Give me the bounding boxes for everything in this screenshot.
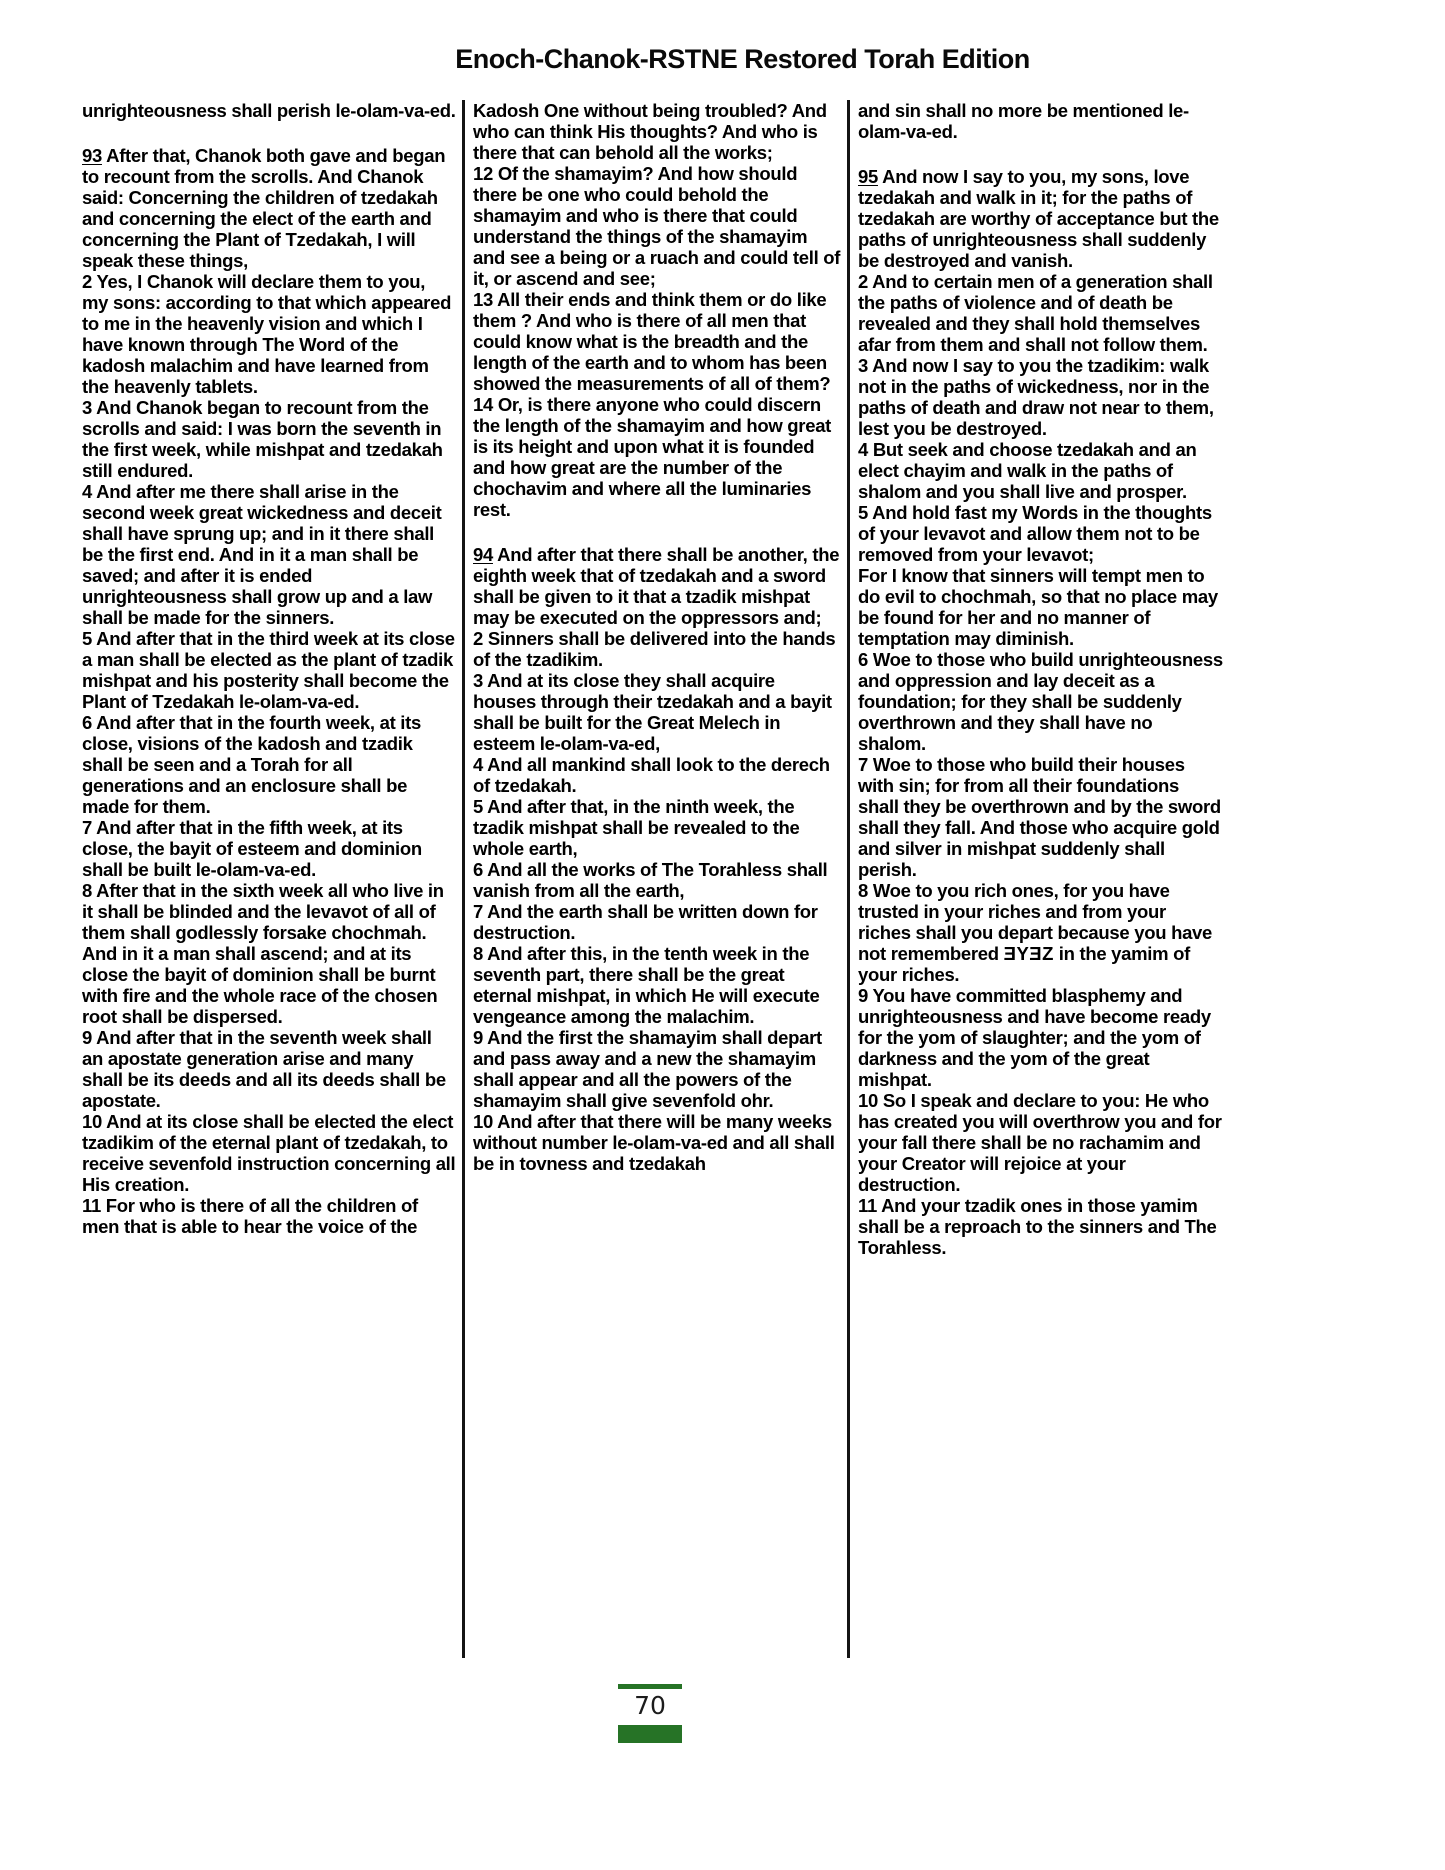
chapter-number: 94 xyxy=(473,544,493,565)
verse-paragraph: 6 Woe to those who build unrighteousness and oppression and lay deceit as a foundation; for they shall be suddenly overthrown and they shall have no shalom. xyxy=(858,649,1223,754)
verse-paragraph: 10 So I speak and declare to you: He who has created you will overthrow you and for your fall there shall be no rachamim and your Creator will rejoice at your destruction. xyxy=(858,1090,1222,1195)
tetragrammaton-paleo-hebrew: ƎYƎZ xyxy=(1003,943,1054,964)
verse-paragraph: 6 And after that in the fourth week, at its close, visions of the kadosh and tzadik shall be seen and a Torah for all generations and an enclosure shall be made for them. xyxy=(82,712,421,817)
verse-paragraph: 8 After that in the sixth week all who live in it shall be blinded and the levavot of all of them shall godlessly forsake chochmah. And in it a man shall ascend; and at its close the bayit of dominion shall be burnt with fire and the whole race of the chosen root shall be dispersed. xyxy=(82,880,444,1027)
verse-paragraph: 3 And now I say to you the tzadikim: walk not in the paths of wickedness, nor in the paths of death and draw not near to them, lest you be destroyed. xyxy=(858,355,1214,439)
verse-paragraph: 2 Sinners shall be delivered into the hands of the tzadikim. xyxy=(473,628,836,670)
chapter-number: 93 xyxy=(82,145,102,166)
chapter-number: 95 xyxy=(858,166,878,187)
text-column-2 xyxy=(462,100,847,1658)
verse-paragraph: 6 And all the works of The Torahless shall vanish from all the earth, xyxy=(473,859,828,901)
verse-paragraph: 5 And hold fast my Words in the thoughts of your levavot and allow them not to be removed from your levavot; xyxy=(858,502,1212,565)
verse-paragraph: 8 Woe to you rich ones, for you have trusted in your riches and from your riches shall you depart because you have not remembered ƎYƎZ in the yamim of your riches. xyxy=(858,880,1213,985)
chapter-paragraph: 95 And now I say to you, my sons, love tzedakah and walk in it; for the paths of tzedakah are worthy of acceptance but the paths of unrighteousness shall suddenly be destroyed and vanish. xyxy=(858,166,1219,271)
verse-paragraph: 5 And after that in the third week at its close a man shall be elected as the plant of tzadik mishpat and his posterity shall become the Plant of Tzedakah le-olam-va-ed. xyxy=(82,628,455,712)
verse-paragraph: For I know that sinners will tempt men to do evil to chochmah, so that no place may be found for her and no manner of temptation may diminish. xyxy=(858,565,1218,649)
footer-rule-thin xyxy=(618,1684,682,1689)
verse-paragraph: 9 And the first the shamayim shall depart and pass away and a new the shamayim shall appear and all the powers of the shamayim shall give sevenfold ohr. xyxy=(473,1027,822,1111)
chapter-paragraph: 94 And after that there shall be another, the eighth week that of tzedakah and a sword shall be given to it that a tzadik mishpat may be executed on the oppressors and; xyxy=(473,544,840,628)
text-column-3 xyxy=(847,100,1225,1658)
verse-paragraph: 11 For who is there of all the children of men that is able to hear the voice of the xyxy=(82,1195,418,1237)
verse-paragraph: 10 And at its close shall be elected the elect tzadikim of the eternal plant of tzedakah, to receive sevenfold instruction concerning all His creation. xyxy=(82,1111,456,1195)
verse-paragraph: 12 Of the shamayim? And how should there be one who could behold the shamayim and who is there that could understand the things of the shamayim and see a being or a ruach and could tell of it, or ascend and see; xyxy=(473,163,841,289)
paragraph-gap xyxy=(473,520,841,544)
verse-paragraph: and sin shall no more be mentioned le-olam-va-ed. xyxy=(858,100,1189,142)
text-column-1 xyxy=(82,100,462,1658)
verse-paragraph: Kadosh One without being troubled? And who can think His thoughts? And who is there that can behold all the works; xyxy=(473,100,827,163)
verse-paragraph: 7 Woe to those who build their houses with sin; for from all their foundations shall they be overthrown and by the sword shall they fall. And those who acquire gold and silver in mishpat suddenly shall perish. xyxy=(858,754,1221,880)
verse-paragraph: 3 And at its close they shall acquire houses through their tzedakah and a bayit shall be built for the Great Melech in esteem le-olam-va-ed, xyxy=(473,670,832,754)
chapter-paragraph: 93 After that, Chanok both gave and began to recount from the scrolls. And Chanok said: Concerning the children of tzedakah and concerning the elect of the earth and concerning the Plant of Tzedakah, I will speak these things, xyxy=(82,145,446,271)
verse-paragraph: 9 And after that in the seventh week shall an apostate generation arise and many shall be its deeds and all its deeds shall be apostate. xyxy=(82,1027,446,1111)
verse-paragraph: 14 Or, is there anyone who could discern the length of the shamayim and how great is its height and upon what it is founded and how great are the number of the chochavim and where all the luminaries rest. xyxy=(473,394,832,520)
verse-paragraph: 2 And to certain men of a generation shall the paths of violence and of death be revealed and they shall hold themselves afar from them and shall not follow them. xyxy=(858,271,1213,355)
verse-paragraph: 7 And the earth shall be written down for destruction. xyxy=(473,901,818,943)
three-column-text-block xyxy=(82,100,1225,1658)
verse-paragraph: 4 And all mankind shall look to the derech of tzedakah. xyxy=(473,754,830,796)
verse-paragraph: 13 All their ends and think them or do like them ? And who is there of all men that could know what is the breadth and the length of the earth and to whom has been showed the measurements of all of them? xyxy=(473,289,831,394)
verse-paragraph: 3 And Chanok began to recount from the scrolls and said: I was born the seventh in the first week, while mishpat and tzedakah still endured. xyxy=(82,397,443,481)
verse-paragraph: 4 And after me there shall arise in the second week great wickedness and deceit shall have sprung up; and in it there shall be the first end. And in it a man shall be saved; and after it is ended unrighteousness shall grow up and a law shall be made for the sinners. xyxy=(82,481,442,628)
paragraph-gap xyxy=(858,142,1223,166)
verse-paragraph: 8 And after this, in the tenth week in the seventh part, there shall be the great eternal mishpat, in which He will execute vengeance among the malachim. xyxy=(473,943,820,1027)
verse-paragraph: 7 And after that in the fifth week, at its close, the bayit of esteem and dominion shall be built le-olam-va-ed. xyxy=(82,817,422,880)
paragraph-gap xyxy=(82,121,456,145)
page-number: 70 xyxy=(634,1691,666,1720)
verse-paragraph: 5 And after that, in the ninth week, the tzadik mishpat shall be revealed to the whole earth, xyxy=(473,796,800,859)
running-header-title: Enoch-Chanok-RSTNE Restored Torah Edition xyxy=(455,44,1030,74)
verse-paragraph: 11 And your tzadik ones in those yamim shall be a reproach to the sinners and The Torahless. xyxy=(858,1195,1217,1258)
verse-paragraph: unrighteousness shall perish le-olam-va-ed. xyxy=(82,100,456,121)
page-footer xyxy=(618,1684,682,1743)
verse-paragraph: 9 You have committed blasphemy and unrighteousness and have become ready for the yom of slaughter; and the yom of darkness and the yom of the great mishpat. xyxy=(858,985,1211,1090)
verse-paragraph: 4 But seek and choose tzedakah and an elect chayim and walk in the paths of shalom and you shall live and prosper. xyxy=(858,439,1197,502)
footer-rule-thick xyxy=(618,1725,682,1743)
verse-paragraph: 2 Yes, I Chanok will declare them to you, my sons: according to that which appeared to me in the heavenly vision and which I have known through The Word of the kadosh malachim and have learned from the heavenly tablets. xyxy=(82,271,452,397)
verse-paragraph: 10 And after that there will be many weeks without number le-olam-va-ed and all shall be in tovness and tzedakah xyxy=(473,1111,835,1174)
